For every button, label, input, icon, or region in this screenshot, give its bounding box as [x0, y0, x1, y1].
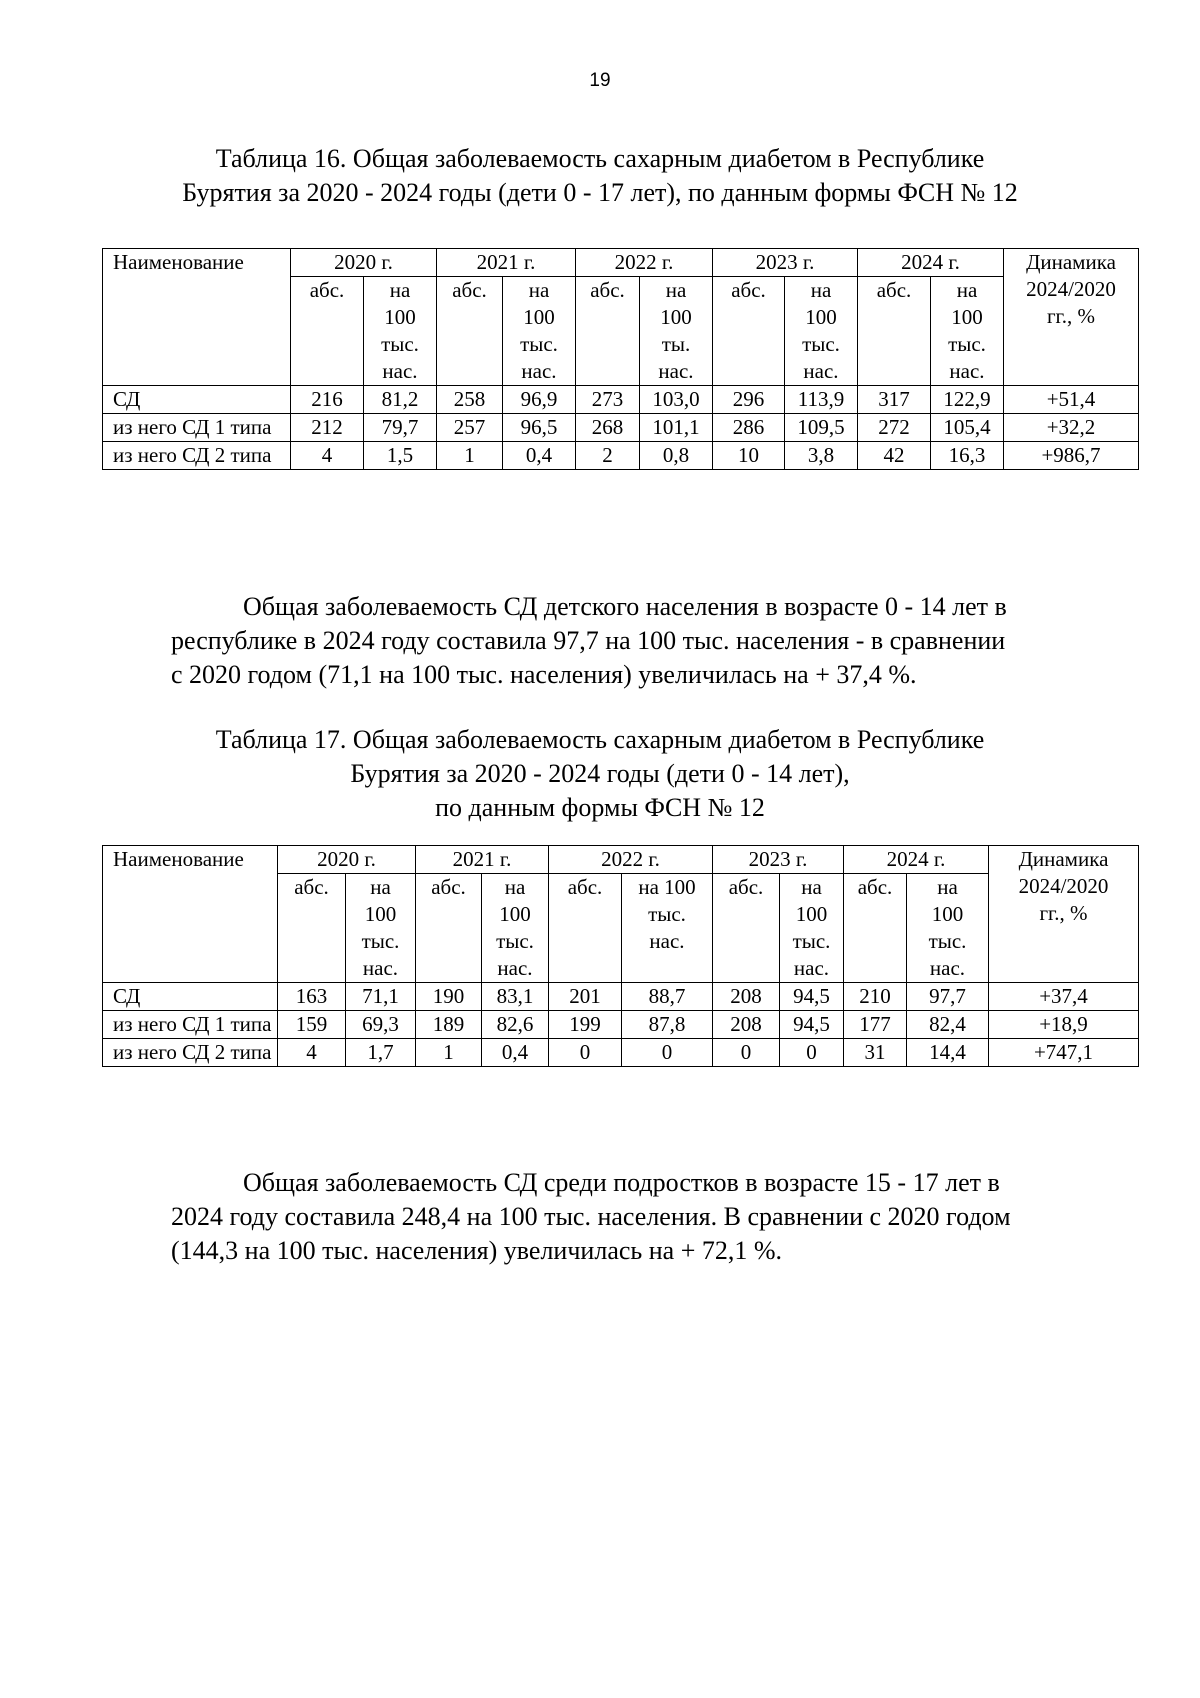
cell: 103,0: [640, 386, 713, 414]
cell: 82,6: [482, 1011, 549, 1039]
header-per100k: на 100 тыс. нас.: [346, 874, 416, 983]
cell: 88,7: [622, 983, 713, 1011]
cell: 189: [416, 1011, 482, 1039]
cell: 94,5: [780, 1011, 844, 1039]
cell: 190: [416, 983, 482, 1011]
header-per100k: на 100 тыс. нас.: [364, 277, 437, 386]
header-abs: абс.: [858, 277, 931, 386]
cell: 257: [437, 414, 503, 442]
header-year: 2022 г.: [549, 846, 713, 874]
cell: 159: [278, 1011, 346, 1039]
cell: 201: [549, 983, 622, 1011]
cell: 87,8: [622, 1011, 713, 1039]
row-name: из него СД 2 типа: [103, 442, 291, 470]
header-year: 2023 г.: [713, 846, 844, 874]
table16-caption-line: Бурятия за 2020 - 2024 годы (дети 0 - 17 лет), по данным формы ФСН № 12: [182, 178, 1018, 207]
cell: 105,4: [931, 414, 1004, 442]
cell: 79,7: [364, 414, 437, 442]
header-year: 2024 г.: [844, 846, 989, 874]
cell: 42: [858, 442, 931, 470]
header-per100k: на 100 тыс. нас.: [785, 277, 858, 386]
header-year: 2023 г.: [713, 249, 858, 277]
header-abs: абс.: [549, 874, 622, 983]
cell: 286: [713, 414, 785, 442]
table17-caption-line: Бурятия за 2020 - 2024 годы (дети 0 - 14 лет),: [350, 759, 850, 788]
cell: 94,5: [780, 983, 844, 1011]
paragraph-line: (144,3 на 100 тыс. населения) увеличилась на + 72,1 %.: [171, 1236, 783, 1265]
table-row: [103, 414, 1139, 442]
cell: 273: [576, 386, 640, 414]
cell: 268: [576, 414, 640, 442]
cell: 14,4: [907, 1039, 989, 1067]
cell-dynamics: +32,2: [1004, 414, 1139, 442]
cell: 0,8: [640, 442, 713, 470]
table17-caption-line: Таблица 17. Общая заболеваемость сахарным диабетом в Республике: [215, 725, 985, 754]
cell: 4: [278, 1039, 346, 1067]
paragraph-children-0-14: [171, 590, 1091, 692]
cell: 2: [576, 442, 640, 470]
cell: 101,1: [640, 414, 713, 442]
cell: 81,2: [364, 386, 437, 414]
cell: 4: [291, 442, 364, 470]
header-name: Наименование: [103, 846, 278, 983]
cell: 0: [549, 1039, 622, 1067]
cell: 272: [858, 414, 931, 442]
cell: 1,7: [346, 1039, 416, 1067]
cell: 216: [291, 386, 364, 414]
cell: 96,5: [503, 414, 576, 442]
header-year: 2021 г.: [437, 249, 576, 277]
cell: 83,1: [482, 983, 549, 1011]
cell: 10: [713, 442, 785, 470]
cell: 113,9: [785, 386, 858, 414]
header-per100k: на 100 тыс. нас.: [622, 874, 713, 983]
cell: 109,5: [785, 414, 858, 442]
header-year: 2022 г.: [576, 249, 713, 277]
header-dynamics: Динамика 2024/2020 гг., %: [1004, 249, 1139, 386]
table-row: [103, 1011, 1139, 1039]
header-abs: абс.: [437, 277, 503, 386]
table16: [102, 248, 1139, 470]
cell: 212: [291, 414, 364, 442]
cell: 208: [713, 1011, 780, 1039]
cell: 0: [780, 1039, 844, 1067]
cell: 1: [416, 1039, 482, 1067]
page-number: 19: [589, 70, 611, 91]
cell: 96,9: [503, 386, 576, 414]
header-per100k: на 100 тыс. нас.: [780, 874, 844, 983]
cell: 208: [713, 983, 780, 1011]
paragraph-line: с 2020 годом (71,1 на 100 тыс. населения) увеличилась на + 37,4 %.: [171, 660, 917, 689]
table17-caption: [120, 723, 1080, 825]
header-abs: абс.: [278, 874, 346, 983]
cell-dynamics: +747,1: [989, 1039, 1139, 1067]
cell-dynamics: +37,4: [989, 983, 1139, 1011]
header-per100k: на 100 ты. нас.: [640, 277, 713, 386]
table17-caption-line: по данным формы ФСН № 12: [435, 793, 765, 822]
table-row: [103, 1039, 1139, 1067]
cell: 16,3: [931, 442, 1004, 470]
row-name: из него СД 1 типа: [103, 1011, 278, 1039]
header-year: 2021 г.: [416, 846, 549, 874]
cell: 317: [858, 386, 931, 414]
header-dynamics: Динамика 2024/2020 гг., %: [989, 846, 1139, 983]
cell: 69,3: [346, 1011, 416, 1039]
cell: 0: [622, 1039, 713, 1067]
header-name: Наименование: [103, 249, 291, 386]
cell-dynamics: +51,4: [1004, 386, 1139, 414]
paragraph-line: 2024 году составила 248,4 на 100 тыс. населения. В сравнении с 2020 годом: [171, 1202, 1011, 1231]
header-abs: абс.: [291, 277, 364, 386]
header-year: 2020 г.: [291, 249, 437, 277]
paragraph-line: Общая заболеваемость СД детского населения в возрасте 0 - 14 лет в: [243, 592, 1007, 621]
cell: 3,8: [785, 442, 858, 470]
cell: 122,9: [931, 386, 1004, 414]
header-abs: абс.: [844, 874, 907, 983]
header-abs: абс.: [576, 277, 640, 386]
header-abs: абс.: [416, 874, 482, 983]
table-row: [103, 442, 1139, 470]
table17: [102, 845, 1139, 1067]
row-name: СД: [103, 386, 291, 414]
cell: 177: [844, 1011, 907, 1039]
table16-caption-line: Таблица 16. Общая заболеваемость сахарным диабетом в Республике: [215, 144, 985, 173]
cell: 258: [437, 386, 503, 414]
cell: 31: [844, 1039, 907, 1067]
row-name: из него СД 2 типа: [103, 1039, 278, 1067]
cell: 0,4: [503, 442, 576, 470]
cell-dynamics: +986,7: [1004, 442, 1139, 470]
header-year: 2020 г.: [278, 846, 416, 874]
header-per100k: на 100 тыс. нас.: [503, 277, 576, 386]
paragraph-line: республике в 2024 году составила 97,7 на 100 тыс. населения - в сравнении: [171, 626, 1006, 655]
table16-caption: [120, 142, 1080, 210]
table-row: [103, 386, 1139, 414]
cell-dynamics: +18,9: [989, 1011, 1139, 1039]
row-name: из него СД 1 типа: [103, 414, 291, 442]
header-per100k: на 100 тыс. нас.: [907, 874, 989, 983]
cell: 0,4: [482, 1039, 549, 1067]
cell: 82,4: [907, 1011, 989, 1039]
row-name: СД: [103, 983, 278, 1011]
cell: 71,1: [346, 983, 416, 1011]
cell: 1: [437, 442, 503, 470]
table-row: [103, 983, 1139, 1011]
paragraph-line: Общая заболеваемость СД среди подростков в возрасте 15 - 17 лет в: [243, 1168, 1000, 1197]
cell: 210: [844, 983, 907, 1011]
header-abs: абс.: [713, 874, 780, 983]
header-year: 2024 г.: [858, 249, 1004, 277]
cell: 0: [713, 1039, 780, 1067]
header-per100k: на 100 тыс. нас.: [482, 874, 549, 983]
cell: 97,7: [907, 983, 989, 1011]
cell: 199: [549, 1011, 622, 1039]
header-per100k: на 100 тыс. нас.: [931, 277, 1004, 386]
cell: 296: [713, 386, 785, 414]
paragraph-teens-15-17: [171, 1166, 1091, 1268]
header-abs: абс.: [713, 277, 785, 386]
cell: 163: [278, 983, 346, 1011]
cell: 1,5: [364, 442, 437, 470]
